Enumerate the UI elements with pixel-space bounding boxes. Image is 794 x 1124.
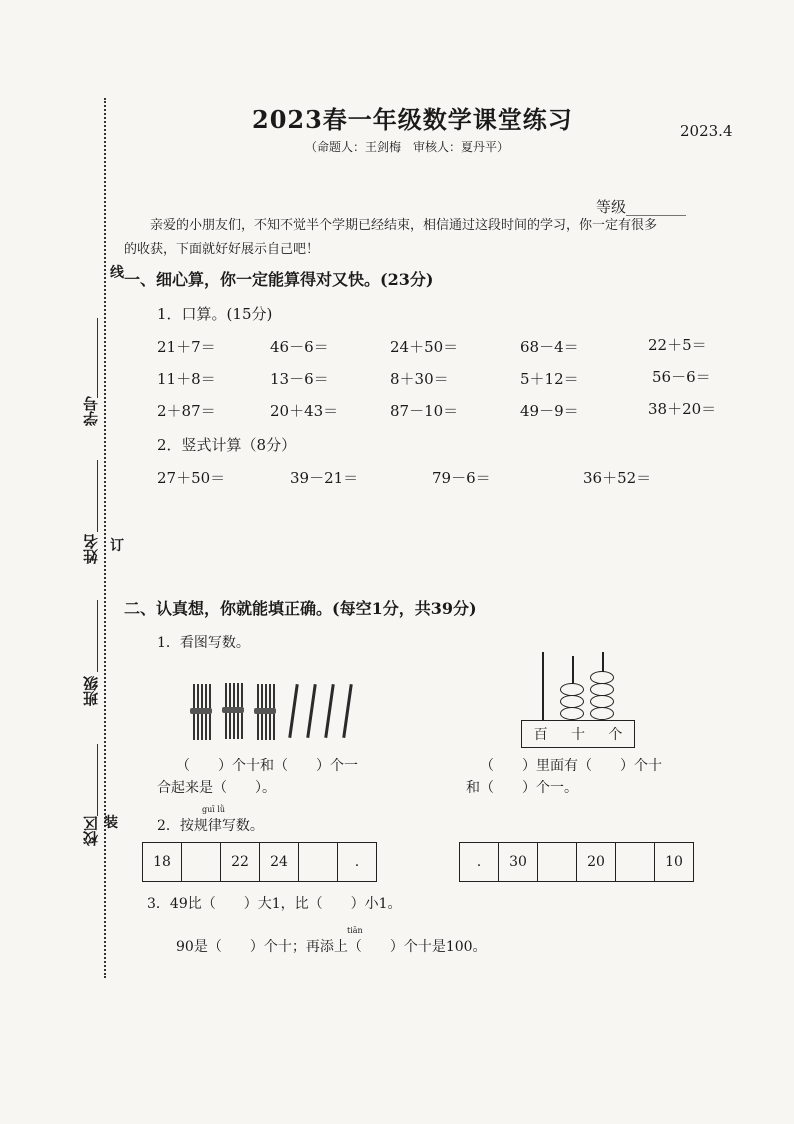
single-stick (288, 684, 298, 738)
single-stick (324, 684, 334, 738)
class-label: 班级 (82, 676, 100, 706)
oral-calc-item[interactable]: 68－4＝ (520, 338, 579, 356)
oral-calc-item[interactable]: 2＋87＝ (157, 402, 216, 420)
sequence-cell[interactable]: 10 (655, 843, 694, 882)
oral-calc-item[interactable]: 22＋5＝ (648, 336, 707, 354)
abacus-place-labels (521, 720, 635, 748)
single-stick (306, 684, 316, 738)
part-1-title: 1．口算。(15分) (157, 305, 273, 323)
binding-mark-order: 订 (110, 538, 124, 554)
binding-mark-line: 线 (110, 265, 124, 281)
q1-title: 1．看图写数。 (157, 635, 250, 651)
vertical-calc-item[interactable]: 79－6＝ (432, 469, 491, 487)
sequence-cell[interactable]: 24 (260, 843, 299, 882)
q2-title: 2．按规律写数。 (157, 818, 264, 834)
abacus-bead (590, 707, 614, 720)
campus-line[interactable] (97, 744, 98, 816)
q3-pinyin: tiān (347, 926, 363, 935)
intro-line-2: 的收获，下面就好好展示自己吧！ (124, 242, 320, 257)
sequence-table-left (142, 842, 377, 882)
exam-date: 2023.4 (680, 122, 733, 140)
abacus-label-ones: 个 (608, 727, 623, 743)
q3-line-1[interactable]: 3．49比（ ）大1，比（ ）小1。 (147, 896, 402, 912)
sequence-cell[interactable]: 18 (143, 843, 182, 882)
oral-calc-item[interactable]: 11＋8＝ (157, 370, 216, 388)
vertical-calc-item[interactable]: 39－21＝ (290, 469, 359, 487)
sequence-cell[interactable]: . (460, 843, 499, 882)
stick-bundle (224, 683, 242, 739)
name-label: 姓名 (82, 534, 100, 564)
abacus-label-tens: 十 (570, 727, 585, 743)
vertical-calc-item[interactable]: 27＋50＝ (157, 469, 226, 487)
page-subtitle: （命题人：王剑梅 审核人：夏丹平） (305, 140, 510, 154)
oral-calc-item[interactable]: 24＋50＝ (390, 338, 459, 356)
oral-calc-item[interactable]: 21＋7＝ (157, 338, 216, 356)
oral-calc-item[interactable]: 87－10＝ (390, 402, 459, 420)
abacus-label-hundreds: 百 (533, 727, 548, 743)
sequence-cell[interactable] (299, 843, 338, 882)
intro-line-1: 亲爱的小朋友们，不知不觉半个学期已经结束，相信通过这段时间的学习，你一定有很多 (150, 218, 658, 233)
name-line[interactable] (97, 460, 98, 532)
q3-line-2[interactable]: 90是（ ）个十；再添上（ ）个十是100。 (176, 939, 487, 955)
class-line[interactable] (97, 600, 98, 672)
q1-left-line-1[interactable]: （ ）个十和（ ）个一 (176, 758, 358, 774)
binding-mark-bind: 装 (104, 815, 118, 831)
grade-field[interactable]: 等级________ (596, 198, 687, 216)
sequence-cell[interactable]: 22 (221, 843, 260, 882)
sequence-cell[interactable]: . (338, 843, 377, 882)
sequence-table-right (459, 842, 694, 882)
oral-calc-item[interactable]: 13－6＝ (270, 370, 329, 388)
oral-calc-item[interactable]: 8＋30＝ (390, 370, 449, 388)
vertical-calc-item[interactable]: 36＋52＝ (583, 469, 652, 487)
oral-calc-item[interactable]: 46－6＝ (270, 338, 329, 356)
stick-bundle (256, 684, 274, 740)
sequence-cell[interactable] (538, 843, 577, 882)
abacus-rod-hundreds (542, 652, 544, 720)
oral-calc-item[interactable]: 38＋20＝ (648, 400, 717, 418)
student-no-label: 学号 (82, 396, 100, 426)
oral-calc-item[interactable]: 5＋12＝ (520, 370, 579, 388)
q1-left-line-2[interactable]: 合起来是（ ）。 (157, 780, 276, 796)
q1-right-line-1[interactable]: （ ）里面有（ ）个十 (480, 758, 662, 774)
q1-right-line-2[interactable]: 和（ ）个一。 (466, 780, 578, 796)
binding-dotted-line (104, 98, 106, 978)
page-title: 2023春一年级数学课堂练习 (252, 105, 573, 134)
sequence-cell[interactable]: 30 (499, 843, 538, 882)
sequence-cell[interactable] (616, 843, 655, 882)
campus-label: 校区 (82, 816, 100, 846)
sequence-cell[interactable] (182, 843, 221, 882)
single-stick (342, 684, 352, 738)
oral-calc-item[interactable]: 56－6＝ (652, 368, 711, 386)
student-no-line[interactable] (97, 318, 98, 398)
oral-calc-item[interactable]: 20＋43＝ (270, 402, 339, 420)
stick-bundle (192, 684, 210, 740)
q2-pinyin: guī lǜ (202, 805, 226, 814)
part-2-title: 2．竖式计算（8分） (157, 436, 297, 454)
abacus-bead (560, 707, 584, 720)
section-2-title: 二、认真想，你就能填正确。(每空1分，共39分) (124, 599, 477, 618)
section-1-title: 一、细心算，你一定能算得对又快。(23分) (124, 270, 434, 289)
oral-calc-item[interactable]: 49－9＝ (520, 402, 579, 420)
sequence-cell[interactable]: 20 (577, 843, 616, 882)
